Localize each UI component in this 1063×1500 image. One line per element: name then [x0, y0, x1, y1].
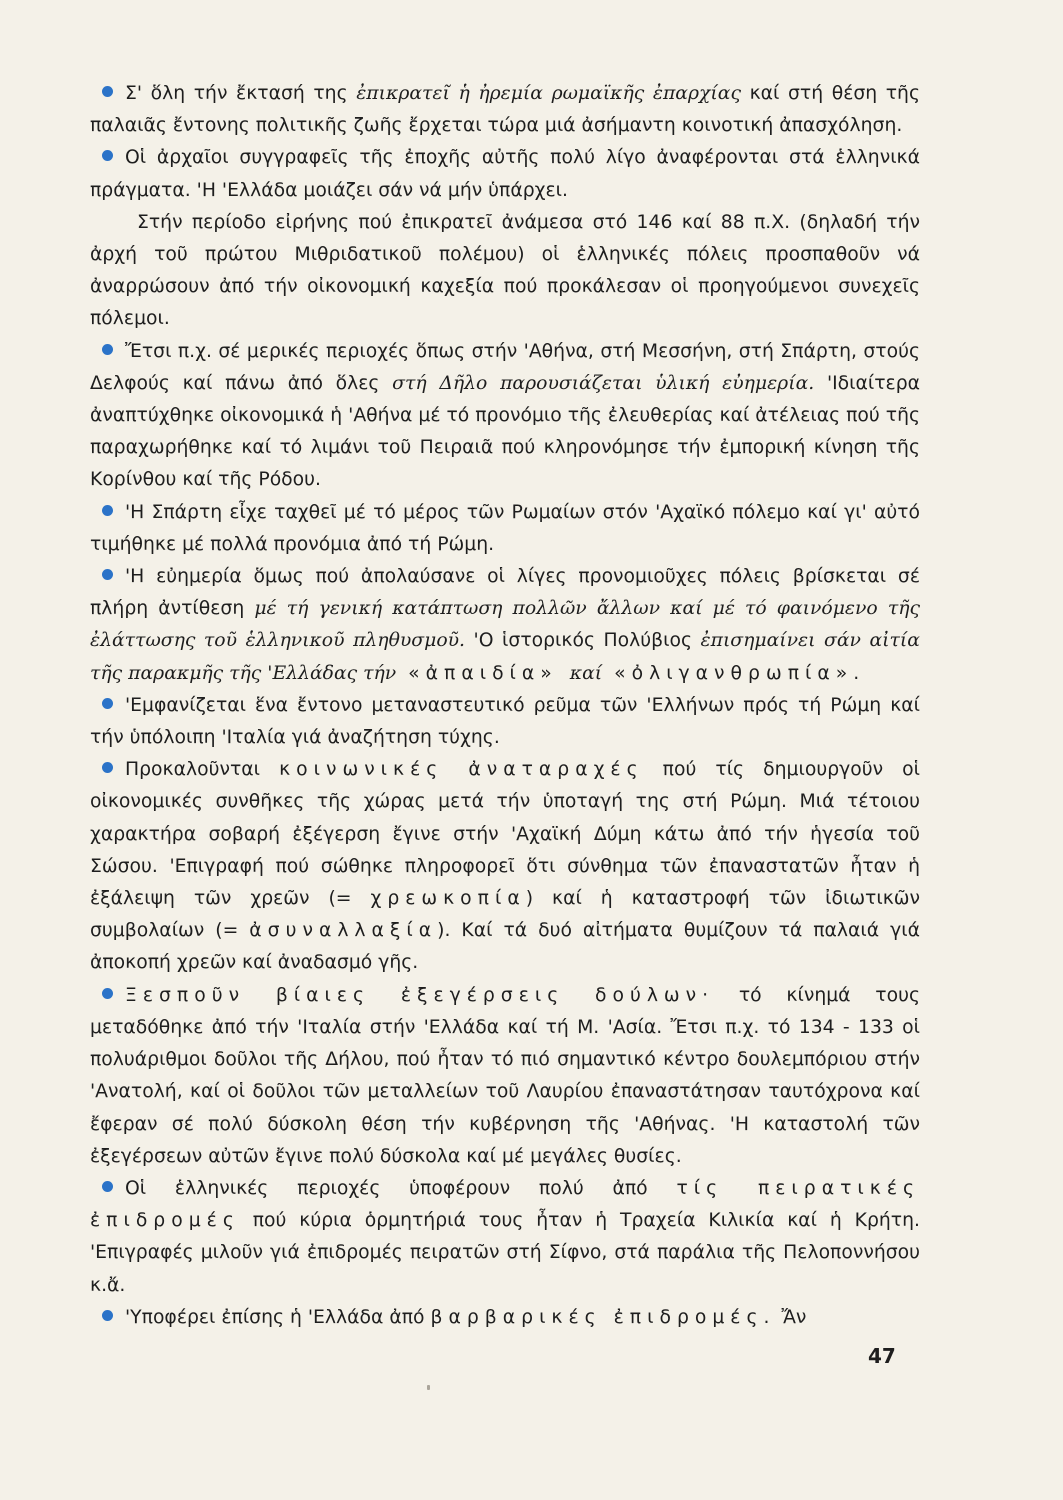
page-number: 47 [868, 1344, 896, 1368]
paragraph [90, 1173, 920, 1302]
paragraph [90, 78, 920, 142]
paragraph [90, 754, 920, 979]
text-segment: «ἀπαιδία» [396, 662, 570, 684]
text-segment: χρεωκοπία [370, 888, 526, 910]
bullet-icon [102, 698, 113, 709]
text-segment: βαρβαρικές ἐπιδρομές. [430, 1306, 776, 1328]
text-segment: μέ τή γενική κατάπτωση πολλῶν ἄλλων καί μέ τό φαινόμενο τῆς ἐλάττωσης τοῦ ἑλληνικοῦ πληθυσμοῦ. [90, 598, 920, 652]
text-segment: 'Ιδιαίτερα ἀναπτύχθηκε οἰκονομικά ἡ 'Αθήνα μέ τό προνόμιο τῆς ἐλευθερίας καί ἀτέλειας πού τῆς παραχωρήθηκε καί τό λιμάνι τοῦ Πειραιᾶ πού κληρονόμησε τήν ἐμπορική κίνηση τῆς Κορίνθου καί τῆς Ρόδου. [90, 372, 920, 491]
text-segment: 'Η εὐημερία ὅμως πού ἀπολαύσανε οἱ λίγες προνομιοῦχες πόλεις βρίσκεται σέ πλήρη ἀντίθεση [90, 566, 920, 620]
page-body [90, 78, 920, 1334]
bullet-icon [102, 86, 113, 97]
paragraph [90, 980, 920, 1173]
text-segment: 'Εμφανίζεται ἕνα ἔντονο μεταναστευτικό ρεῦμα τῶν 'Ελλήνων πρός τή Ρώμη καί τήν ὑπόλοιπη 'Ιταλία γιά ἀναζήτηση τύχης. [90, 694, 920, 749]
text-segment: Ἔτσι π.χ. σέ μερικές περιοχές ὅπως στήν 'Αθήνα, στή Μεσσήνη, στή Σπάρτη, στούς Δελφούς καί πάνω ἀπό ὅλες [90, 340, 920, 394]
text-segment: πού τίς δημιουργοῦν οἱ οἰκονομικές συνθῆκες τῆς χώρας μετά τήν ὑποταγή της στή Ρώμη. Μιά τέτοιου χαρακτήρα σοβαρή ἐξέγερση ἔγινε στήν 'Αχαϊκή Δύμη κάτω ἀπό τήν ἡγεσία τοῦ Σώσου. 'Επιγραφή πού σώθηκε πληροφορεῖ ὅτι σύνθημα τῶν ἐπαναστατῶν ἦταν ἡ ἐξάλειψη τῶν χρεῶν (= [90, 759, 920, 910]
bullet-icon [102, 1310, 113, 1321]
text-segment: ) καί ἡ καταστροφή τῶν ἰδιωτικῶν συμβολαίων (= [90, 888, 920, 942]
bullet-icon [102, 150, 113, 161]
bullet-icon [102, 505, 113, 516]
paragraph [90, 336, 920, 497]
text-segment: 'Ο ἱστορικός Πολύβιος [465, 630, 701, 652]
paragraph [90, 1302, 920, 1334]
paragraph [90, 690, 920, 754]
text-segment: κοινωνικές ἀναταραχές [279, 759, 644, 781]
text-segment: Ἄν [775, 1306, 807, 1328]
text-segment: ἐπικρατεῖ ἡ ἠρεμία ρωμαϊκῆς ἐπαρχίας [356, 83, 741, 104]
bullet-icon [102, 762, 113, 773]
text-segment: Προκαλοῦνται [125, 759, 280, 781]
paragraph [90, 497, 920, 561]
text-segment: Οἱ ἀρχαῖοι συγγραφεῖς τῆς ἐποχῆς αὐτῆς πολύ λίγο ἀναφέρονται στά ἑλληνικά πράγματα. 'Η 'Ελλάδα μοιάζει σάν νά μήν ὑπάρχει. [90, 147, 920, 201]
text-segment: τό κίνημά τους μεταδόθηκε ἀπό τήν 'Ιταλία στήν 'Ελλάδα καί τή Μ. 'Ασία. Ἔτσι π.χ. τό 134 - 133 οἱ πολυάριθμοι δοῦλοι τῆς Δήλου, πού ἦταν τό πιό σημαντικό κέντρο δουλεμπόριου στήν 'Ανατολή, καί οἱ δοῦλοι τῶν μεταλλείων τοῦ Λαυρίου ἐπαναστάτησαν ταυτόχρονα καί ἔφεραν σέ πολύ δύσκολη θέση τήν κυβέρνηση τῆς 'Αθήνας. 'Η καταστολή τῶν ἐξεγέρσεων αὐτῶν ἔγινε πολύ δύσκολα καί μέ μεγάλες θυσίες. [90, 984, 920, 1167]
paragraph [90, 207, 920, 336]
text-segment: «ὀλιγανθρωπία». [602, 662, 866, 684]
text-segment: ἐπισημαίνει σάν αἰτία τῆς παρακμῆς τῆς 'Ελλάδας τήν [90, 630, 920, 684]
paragraph [90, 561, 920, 690]
text-segment: πού κύρια ὁρμητήριά τους ἦταν ἡ Τραχεία Κιλικία καί ἡ Κρήτη. 'Επιγραφές μιλοῦν γιά ἐπιδρομές πειρατῶν στή Σίφνο, στά παράλια τῆς Πελοποννήσου κ.ἄ. [90, 1210, 920, 1296]
paper-speck [427, 1385, 430, 1390]
bullet-icon [102, 988, 113, 999]
text-segment: στή Δῆλο παρουσιάζεται ὑλική εὐημερία. [392, 372, 815, 394]
text-segment: ). Καί τά δυό αἰτήματα θυμίζουν τά παλαιά γιά ἀποκοπή χρεῶν καί ἀναδασμό γῆς. [90, 920, 920, 974]
paragraph [90, 142, 920, 206]
text-segment: καί στή θέση τῆς παλαιᾶς ἔντονης πολιτικῆς ζωῆς ἔρχεται τώρα μιά ἀσήμαντη κοινοτική ἀπασχόληση. [90, 83, 920, 137]
text-segment: 'Υποφέρει ἐπίσης ἡ 'Ελλάδα ἀπό [125, 1306, 431, 1328]
text-segment: Ξεσποῦν βίαιες ἐξεγέρσεις δούλων· [125, 984, 715, 1006]
text-segment: Οἱ ἑλληνικές περιοχές ὑποφέρουν πολύ ἀπό [125, 1177, 677, 1199]
text-segment: Σ' ὅλη τήν ἔκτασή της [125, 83, 357, 104]
bullet-icon [102, 1181, 113, 1192]
bullet-icon [102, 344, 113, 355]
text-segment: ἀσυναλλαξία [249, 920, 438, 942]
bullet-icon [102, 569, 113, 580]
text-segment: τίς πειρατικές ἐπιδρομές [90, 1177, 920, 1232]
text-segment: Στήν περίοδο εἰρήνης πού ἐπικρατεῖ ἀνάμεσα στό 146 καί 88 π.Χ. (δηλαδή τήν ἀρχή τοῦ πρώτου Μιθριδατικοῦ πολέμου) οἱ ἑλληνικές πόλεις προσπαθοῦν νά ἀναρρώσουν ἀπό τήν οἰκονομική καχεξία πού προκάλεσαν οἱ προηγούμενοι συνεχεῖς πόλεμοι. [90, 211, 920, 330]
text-segment: 'Η Σπάρτη εἶχε ταχθεῖ μέ τό μέρος τῶν Ρωμαίων στόν 'Αχαϊκό πόλεμο καί γι' αὐτό τιμήθηκε μέ πολλά προνόμια ἀπό τή Ρώμη. [90, 501, 920, 555]
text-segment: καί [569, 662, 603, 684]
